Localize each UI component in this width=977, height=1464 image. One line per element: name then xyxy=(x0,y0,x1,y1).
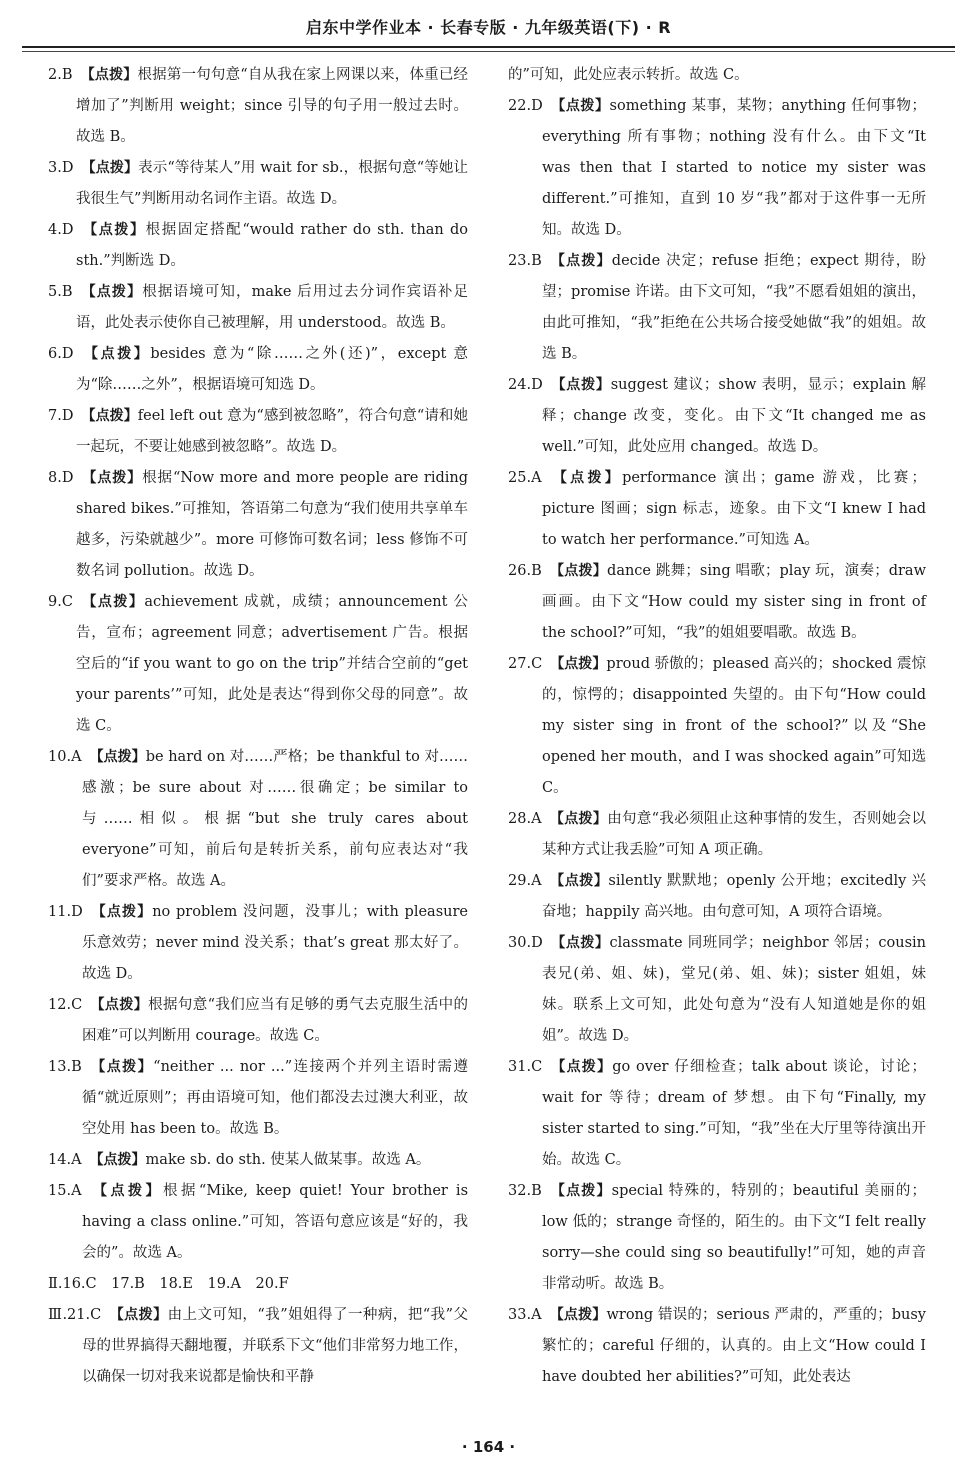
answer-number: 23. xyxy=(508,253,532,269)
answer-item xyxy=(48,587,468,742)
answer-item xyxy=(48,277,468,339)
answer-item xyxy=(48,401,468,463)
explanation-text: 根据“Now more and more people are riding shared bikes.”可推知，答语第二句意为“我们使用共享单车越多，污染就越少”。more 可修饰可数名词；less 修饰不可数名词 pollution。故选 D。 xyxy=(76,470,468,579)
answer-choice: A xyxy=(531,470,542,486)
answer-number: 4. xyxy=(48,222,62,238)
answer-item xyxy=(508,928,926,1052)
explanation-text: go over 仔细检查；talk about 谈论，讨论；wait for 等待；dream of 梦想。由下句“Finally, my sister started to sing.”可知，“我”坐在大厅里等待演出开始。故选 C。 xyxy=(542,1059,927,1168)
explanation-text: 的”可知，此处应表示转折。故选 C。 xyxy=(508,67,749,83)
hint-tag: 【点拨】 xyxy=(80,284,143,300)
answer-number: 12. xyxy=(48,997,72,1013)
hint-tag: 【点拨】 xyxy=(109,1307,168,1323)
answer-item xyxy=(48,990,468,1052)
answer-number: 33. xyxy=(508,1307,532,1323)
hint-tag: 【点拨】 xyxy=(550,935,610,951)
answer-item xyxy=(508,804,926,866)
hint-tag: 【点拨】 xyxy=(549,811,608,827)
answer-choice: A xyxy=(71,749,82,765)
answer-item xyxy=(48,897,468,990)
explanation-text: feel left out 意为“感到被忽略”，符合句意“请和她一起玩，不要让她感到被忽略”。故选 D。 xyxy=(76,408,468,455)
explanation-text: dance 跳舞；sing 唱歌；play 玩，演奏；draw 画画。由下文“How could my sister sing in front of the school?”可知，“我”的姐姐要唱歌。故选 B。 xyxy=(542,563,926,641)
answer-number: 29. xyxy=(508,873,532,889)
answer-item xyxy=(48,463,468,587)
hint-tag: 【点拨】 xyxy=(550,98,610,114)
answer-choice: D xyxy=(531,935,543,951)
hint-tag: 【点拨】 xyxy=(80,594,145,610)
hint-tag: 【点拨】 xyxy=(549,1307,607,1323)
answer-number: 14. xyxy=(48,1152,72,1168)
answer-number: 2. xyxy=(48,67,62,83)
hint-tag: 【点拨】 xyxy=(549,873,609,889)
answer-number: 26. xyxy=(508,563,532,579)
answer-number: 28. xyxy=(508,811,532,827)
answer-item xyxy=(48,1176,468,1269)
hint-tag: 【点拨】 xyxy=(550,656,607,672)
answer-number: 3. xyxy=(48,160,62,176)
answer-item xyxy=(508,1176,926,1300)
answer-item xyxy=(48,1269,468,1300)
explanation-text: 根据语境可知，make 后用过去分词作宾语补足语，此处表示使你自己被理解，用 understood。故选 B。 xyxy=(76,284,469,331)
answer-choice: D xyxy=(61,160,74,176)
answer-choice: D xyxy=(61,346,74,362)
hint-tag: 【点拨】 xyxy=(81,408,138,424)
explanation-text: wrong 错误的；serious 严肃的，严重的；busy 繁忙的；careful 仔细的，认真的。由上文“How could I have doubted her abilities?”可知，此处表达 xyxy=(542,1307,926,1385)
header-title: 启东中学作业本 · 长春专版 · 九年级英语(下) · R xyxy=(305,18,672,37)
explanation-text: something 某事，某物；anything 任何事物；everything 所有事物；nothing 没有什么。由下文“It was then that I started to notice my sister was different.”可推知，直到 10 岁“我”都对于这件事一无所知。故选 D。 xyxy=(542,98,926,238)
answer-choice: C xyxy=(71,997,83,1013)
answer-number: 22. xyxy=(508,98,532,114)
explanation-text: no problem 没问题，没事儿；with pleasure 乐意效劳；never mind 没关系；that’s great 那太好了。故选 D。 xyxy=(82,904,468,982)
answer-number: 9. xyxy=(48,594,62,610)
left-column xyxy=(48,60,468,1393)
hint-tag: 【点拨】 xyxy=(81,222,146,238)
answer-number: 6. xyxy=(48,346,62,362)
hint-tag: 【点拨】 xyxy=(549,470,623,486)
answer-item xyxy=(48,339,468,401)
explanation-text: 由上文可知，“我”姐姐得了一种病，把“我”父母的世界搞得天翻地覆，并联系下文“他们非常努力地工作，以确保一切对我来说都是愉快和平静 xyxy=(82,1307,469,1385)
hint-tag: 【点拨】 xyxy=(81,346,151,362)
page-header xyxy=(22,6,955,48)
explanation-text: decide 决定；refuse 拒绝；expect 期待，盼望；promise 许诺。由下文可知，“我”不愿看姐姐的演出，由此可推知，“我”拒绝在公共场合接受她做“我”的姐姐。故选 B。 xyxy=(542,253,927,362)
explanation-text: 根据“Mike, keep quiet! Your brother is having a class online.”可知，答语句意应该是“好的，我会的”。故选 A。 xyxy=(82,1183,469,1261)
answer-choice: C xyxy=(531,656,543,672)
explanation-text: “neither ... nor ...”连接两个并列主语时需遵循“就近原则”；再由语境可知，他们都没去过澳大利亚，故空处用 has been to。故选 B。 xyxy=(82,1059,469,1137)
header-rule xyxy=(22,51,955,52)
answer-choice: A xyxy=(71,1183,82,1199)
answer-item xyxy=(508,370,926,463)
hint-tag: 【点拨】 xyxy=(549,563,608,579)
hint-tag: 【点拨】 xyxy=(81,470,143,486)
answer-number: 32. xyxy=(508,1183,532,1199)
answer-number: 25. xyxy=(508,470,532,486)
answer-item xyxy=(48,1052,468,1145)
answer-item xyxy=(48,742,468,897)
answer-item xyxy=(48,1300,468,1393)
hint-tag: 【点拨】 xyxy=(90,904,153,920)
hint-tag: 【点拨】 xyxy=(89,1183,163,1199)
explanation-text: special 特殊的，特别的；beautiful 美丽的；low 低的；strange 奇怪的，陌生的。由下文“I felt really sorry—she could sing so beautifully!”可知，她的声音非常动听。故选 B。 xyxy=(542,1183,927,1292)
answer-choice: B xyxy=(71,1059,82,1075)
answer-item xyxy=(508,556,926,649)
page-number: · 164 · xyxy=(461,1438,516,1456)
hint-tag: 【点拨】 xyxy=(550,1059,613,1075)
answer-item xyxy=(48,1145,468,1176)
answer-choice: A xyxy=(531,873,542,889)
answer-item xyxy=(508,91,926,246)
hint-tag: 【点拨】 xyxy=(89,1152,146,1168)
answer-choice: D xyxy=(531,377,543,393)
answer-choice: D xyxy=(61,470,74,486)
answer-choice: C xyxy=(90,1307,102,1323)
answer-item xyxy=(508,463,926,556)
answer-number: 24. xyxy=(508,377,532,393)
answer-choice: B xyxy=(61,67,73,83)
explanation-text: proud 骄傲的；pleased 高兴的；shocked 震惊的，惊愕的；disappointed 失望的。由下句“How could my sister sing in front of the school?”以及“She opened her mouth，and I was shocked again”可知选 C。 xyxy=(542,656,926,796)
answer-item xyxy=(508,866,926,928)
answer-number: 5. xyxy=(48,284,62,300)
explanation-text: 由句意“我必须阻止这种事情的发生，否则她会以某种方式让我丢脸”可知 A 项正确。 xyxy=(542,811,926,858)
answer-choice: 16.C 17.B 18.E 19.A 20.F xyxy=(62,1276,289,1292)
hint-tag: 【点拨】 xyxy=(90,997,149,1013)
hint-tag: 【点拨】 xyxy=(550,377,611,393)
answer-item xyxy=(48,153,468,215)
answer-number: 8. xyxy=(48,470,62,486)
hint-tag: 【点拨】 xyxy=(89,1059,154,1075)
answer-number: 11. xyxy=(48,904,72,920)
explanation-text: make sb. do sth. 使某人做某事。故选 A。 xyxy=(145,1152,431,1168)
answer-number: 27. xyxy=(508,656,532,672)
answer-choice: D xyxy=(61,408,74,424)
answer-item xyxy=(508,1300,926,1393)
answer-choice: B xyxy=(531,253,542,269)
explanation-text: 根据固定搭配“would rather do sth. than do sth.”判断选 D。 xyxy=(76,222,469,269)
answer-number: Ⅱ. xyxy=(48,1276,63,1292)
explanation-text: besides 意为“除……之外(还)”，except 意为“除……之外”，根据语境可知选 D。 xyxy=(76,346,468,393)
answer-number: 10. xyxy=(48,749,72,765)
right-column xyxy=(508,60,926,1393)
answer-choice: A xyxy=(531,811,542,827)
answer-choice: D xyxy=(61,222,74,238)
explanation-text: classmate 同班同学；neighbor 邻居；cousin 表兄(弟、姐、妹)，堂兄(弟、姐、妹)；sister 姐姐，妹妹。联系上文可知，此处句意为“没有人知道她是你的姐姐”。故选 D。 xyxy=(542,935,926,1044)
explanation-text: 根据第一句句意“自从我在家上网课以来，体重已经增加了”判断用 weight；since 引导的句子用一般过去时。故选 B。 xyxy=(76,67,469,145)
answer-item xyxy=(48,60,468,153)
answer-choice: C xyxy=(61,594,73,610)
hint-tag: 【点拨】 xyxy=(549,253,612,269)
answer-choice: A xyxy=(531,1307,542,1323)
answer-choice: B xyxy=(531,563,542,579)
explanation-text: be hard on 对……严格；be thankful to 对……感激；be sure about 对……很确定；be similar to 与……相似。根据“but she truly cares about everyone”可知，前后句是转折关系，前句应表达对“我们”要求严格。故选 A。 xyxy=(82,749,469,889)
answer-choice: C xyxy=(531,1059,543,1075)
explanation-text: achievement 成就，成绩；announcement 公告，宣布；agreement 同意；advertisement 广告。根据空后的“if you want to go on the trip”并结合空前的“get your parents’”可知，此处是表达“得到你父母的同意”。故选 C。 xyxy=(76,594,468,734)
answer-item xyxy=(508,246,926,370)
answer-choice: A xyxy=(71,1152,82,1168)
answer-item xyxy=(508,1052,926,1176)
answer-number: 30. xyxy=(508,935,532,951)
explanation-text: silently 默默地；openly 公开地；excitedly 兴奋地；happily 高兴地。由句意可知，A 项符合语境。 xyxy=(542,873,926,920)
answer-choice: D xyxy=(71,904,83,920)
answer-number: Ⅲ.21. xyxy=(48,1307,91,1323)
answer-choice: B xyxy=(531,1183,542,1199)
answer-choice: B xyxy=(61,284,73,300)
answer-item xyxy=(508,60,926,91)
answer-number: 15. xyxy=(48,1183,72,1199)
answer-number: 13. xyxy=(48,1059,72,1075)
answer-number: 31. xyxy=(508,1059,532,1075)
answer-choice: D xyxy=(531,98,543,114)
answer-item xyxy=(508,649,926,804)
answer-number: 7. xyxy=(48,408,62,424)
hint-tag: 【点拨】 xyxy=(549,1183,612,1199)
answer-item xyxy=(48,215,468,277)
hint-tag: 【点拨】 xyxy=(89,749,146,765)
explanation-text: 根据句意“我们应当有足够的勇气去克服生活中的困难”可以判断用 courage。故选 C。 xyxy=(82,997,468,1044)
explanation-text: 表示“等待某人”用 wait for sb.，根据句意“等她让我很生气”判断用动名词作主语。故选 D。 xyxy=(76,160,468,207)
hint-tag: 【点拨】 xyxy=(80,67,138,83)
explanation-text: suggest 建议；show 表明，显示；explain 解释；change 改变，变化。由下文“It changed me as well.”可知，此处应用 changed。故选 D。 xyxy=(542,377,926,455)
hint-tag: 【点拨】 xyxy=(81,160,139,176)
explanation-text: performance 演出；game 游戏，比赛；picture 图画；sign 标志，迹象。由下文“I knew I had to watch her performance.”可知选 A。 xyxy=(542,470,927,548)
